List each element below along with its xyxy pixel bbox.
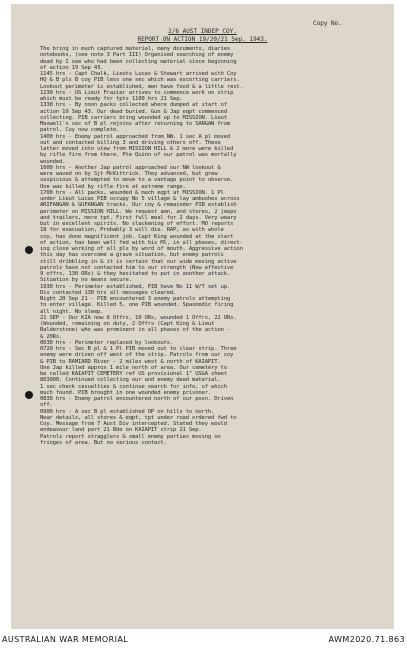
report-line: perimeter on MISSION HILL. We request amn, and stores, 2 jeeps (40, 208, 237, 215)
report-line: 0830 hrs - Enemy patrol encountered north of our posn. Driven (40, 396, 234, 402)
report-line: (Wounded, remaining on duty, 2 Offrs (Capt King & Lieut (40, 321, 215, 327)
report-line: all night. No sleep. (40, 308, 104, 315)
report-line: 18 for evacuation, Probably 3 will die. RAP, as with whole (40, 227, 224, 234)
report-line: of action 19 Sep 43. (40, 64, 104, 71)
report-line: Night 20 Sep 21 - PIB encountered 3 enemy patrols attempting (40, 296, 231, 302)
report-line: were waved on by Sjt McKittrick. They advanced, but grew (40, 171, 218, 177)
report-line: Situation by no means secure. (40, 277, 132, 284)
report-line: 0630 hrs - Perimeter replaced by lookouts. (40, 339, 174, 346)
document-page (11, 4, 394, 629)
report-line: dead by I see who had been collecting material since beginning (40, 58, 237, 65)
report-title: REPORT ON ACTION 19/20/21 Sep. 1943. (137, 36, 268, 43)
report-line: this day has overcome a grave situation, but enemy patrols (40, 252, 224, 259)
archive-source: AUSTRALIAN WAR MEMORIAL (2, 635, 129, 644)
report-line: Maxwell's sec of B pl rejoins after returning to SANGAN from (40, 121, 231, 127)
report-line: 1230 hrs - US Lieut Frazier arrives to commence work on strip (40, 89, 234, 96)
report-line: coy, has done magnificent job. Capt King wounded at the start (40, 233, 234, 240)
report-line: but in excellent spirits. No slackening of effort. MO reports (40, 221, 234, 227)
report-line: and trailers, more tpt. First full meal for 2 days. Very weary (40, 214, 237, 221)
report-line: HQ & B pls B coy PIB less one sec which was escorting carriers. (40, 77, 240, 84)
report-line: 0900 hrs - A sec B pl established OP on hills to north. (40, 408, 215, 415)
archive-reference: AWM2020.71.863 (328, 635, 405, 644)
unit-title: 2/6 AUST INDEP COY. (168, 28, 237, 35)
report-line: One was killed by rifle fire at extreme range. (40, 183, 186, 190)
report-line: patrols have not contacted him to our strength (Now effective (40, 264, 234, 271)
report-line: under Lieut Lucas PIB occupy No 5 village & lay ambushes across (40, 196, 240, 202)
report-line: 9 offrs, 130 ORs) & they hesitated to put in another attack. (40, 271, 231, 277)
report-line: ing close working of all pls by word of mouth. Aggressive action (40, 246, 243, 252)
report-line: 0720 hrs - Sec B pl & 1 Pl PIB moved out to clear strip. Three (40, 346, 237, 352)
report-line: One Jap killed approx 1 mile north of area. Our cemetery to (40, 364, 227, 371)
punch-hole (25, 391, 33, 399)
report-line: Div contacted 130 hrs all messages cleared. (40, 289, 177, 296)
report-line: out and contacted killing 3 and driving others off. These (40, 139, 221, 146)
report-line: 21 SEP - Our KIA now 8 Offrs, 10 ORs, wounded 1 Offrs, 22 ORs. (40, 314, 237, 321)
report-line: latter moved into view from MISSION HILL & 2 more were killed (40, 146, 234, 152)
report-line: Lookout perimeter is established, men have food & a little rest. (40, 83, 243, 90)
report-line: 1930 hrs - Perimeter established, PIB have No 11 W/T set up. (40, 283, 231, 290)
report-line: still dribbling in & it is certain that our wide moving active (40, 258, 237, 265)
report-line: suspicious & attempted to move to a vantage point to observe. (40, 177, 234, 184)
report-line: by rifle fire from there. Pte Quinn of our patrol was mortally (40, 152, 237, 159)
report-line: notebooks, (see note 3 Part III) Organised searching of enemy (40, 52, 234, 59)
copy-number: Copy No. (313, 20, 342, 27)
report-line: action 19 Sep 43. Our dead buried. Gun & Jap eqpt commenced (40, 108, 227, 115)
report-line: 1700 hrs - All packs, wounded & much eqpt at MISSION. 1 Pl (40, 189, 224, 196)
report-line: 1 sec check casualties & continue search for info, of which (40, 383, 227, 390)
report-line: off. (40, 402, 53, 409)
report-line: 1600 hrs - Another Jap patrol approached our NW lookout & (40, 164, 221, 171)
report-line: collecting. PIB carriers bring wounded up to MISSION. Lieut (40, 114, 227, 121)
report-line: The bring in much captured material, many documents, diaries (40, 46, 231, 52)
report-line: be called KAIAPIT CEMETERY ref US provisional 1" USGA sheet (40, 371, 227, 377)
report-line: which must be ready for tpts 1100 hrs 21 Sep. (40, 96, 183, 102)
report-line: of action, has been well fed with his Ml, in all phases, direct- (40, 239, 243, 246)
report-line: 803900. Continued collecting our and enemy dead material. (40, 377, 221, 384)
report-line: ARIFANGAN & GUFANGAN tracks. Our coy & remainder PIB establish (40, 202, 237, 209)
report-line: endeavour land part 21 Bde on KAIAPIT strip 21 Sep. (40, 427, 202, 434)
report-line: Near details, all stores & eqpt, tpt under road ordered fwd to (40, 414, 237, 421)
report-line: fringes of area. But no serious contact. (40, 439, 167, 446)
report-line: Patrols report stragglers & small enemy parties moving on (40, 433, 221, 440)
report-body (40, 46, 392, 446)
report-line: Balderstone) who was prominent in all phases of the action - (40, 327, 231, 334)
report-line: 1330 hrs - By noon packs collected where dumped at start of (40, 102, 227, 109)
report-line: 1145 hrs - Capt Chalk, Lieuts Lucas & Stewart arrived with Coy (40, 71, 237, 77)
report-line: much found. PIB brought in one wounded enemy prisoner. (40, 389, 212, 396)
report-line: & 20Rs. (40, 333, 63, 340)
report-line: to enter village. Killed 5, one PIB wounded. Spasmodic firing (40, 302, 234, 309)
report-line: wounded. (40, 158, 66, 165)
report-line: patrol. Coy now complete. (40, 127, 120, 134)
report-line: 1400 hrs - Enemy patrol approached from NW. 1 sec A pl moved (40, 133, 231, 140)
punch-hole (25, 246, 33, 254)
report-line: Coy. Message from 7 Aust Div intercepted. Stated they would (40, 421, 227, 427)
report-line: enemy were driven off west of the strip. Patrols from our coy (40, 352, 234, 359)
report-line: & PIB to RAMIARD River - 2 miles west & north of KAIAPIT. (40, 358, 221, 365)
